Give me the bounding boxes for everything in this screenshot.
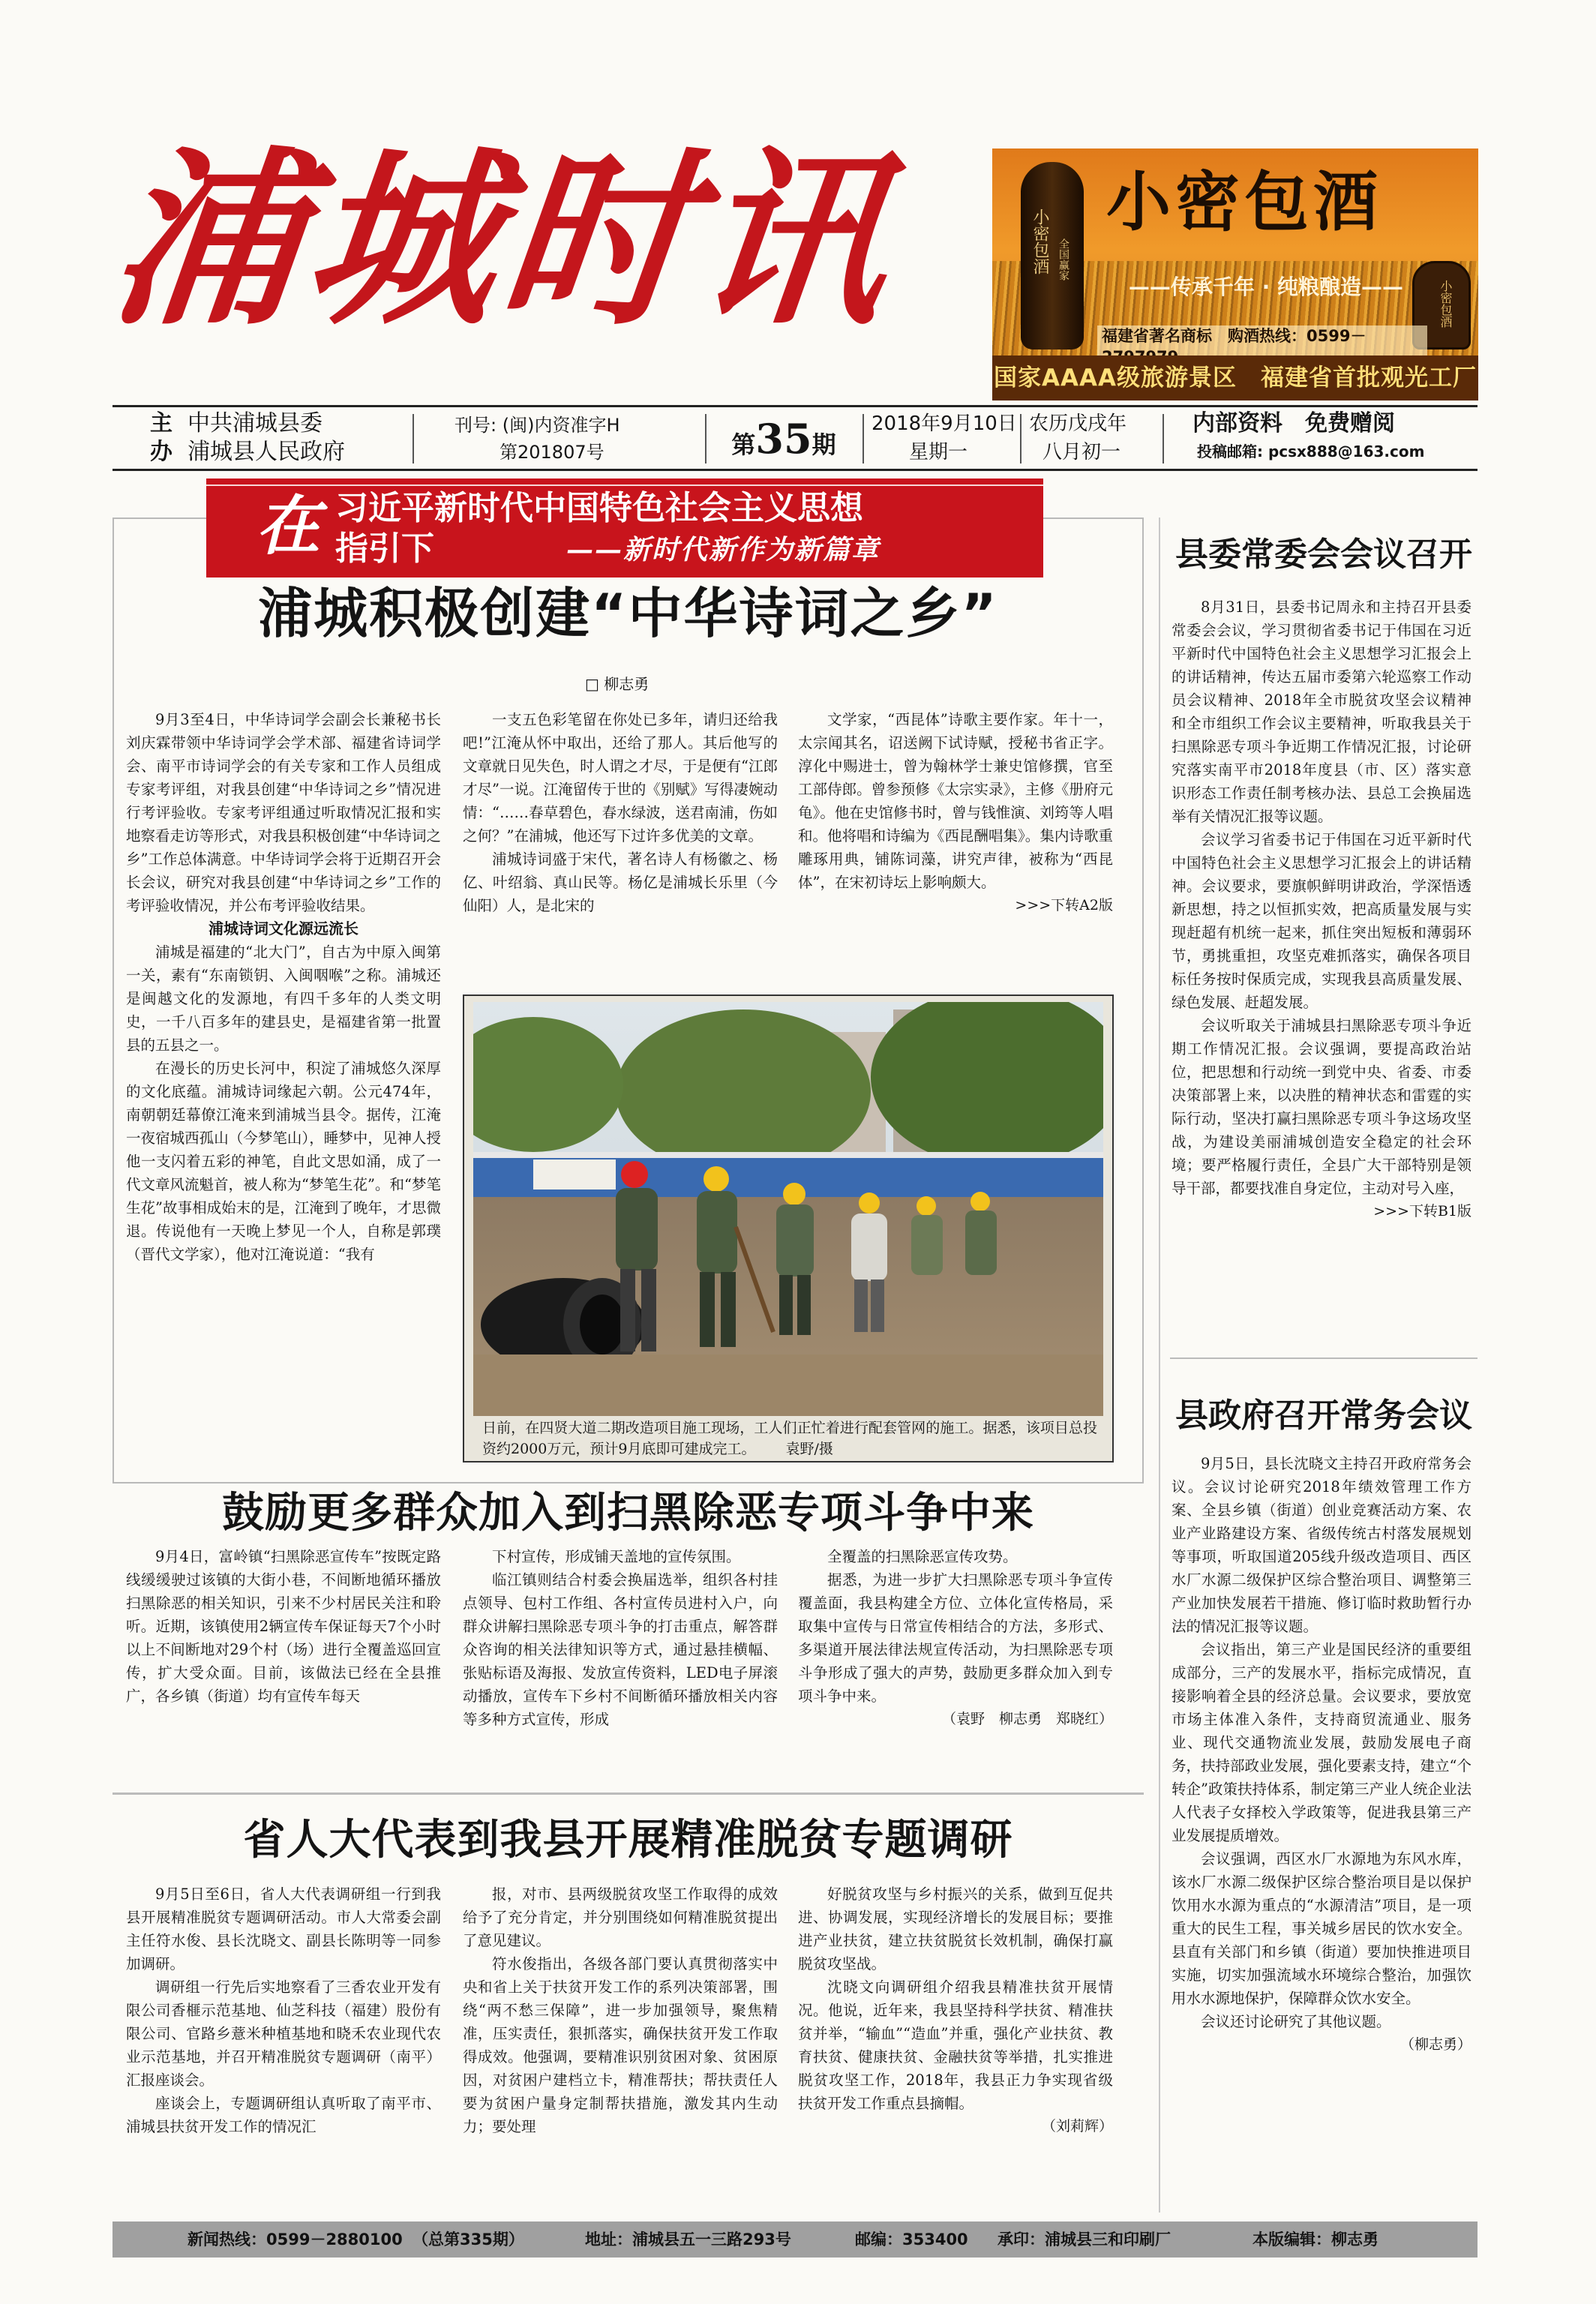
side-separator [1170, 1358, 1478, 1359]
footer-printer: 承印：浦城县三和印刷厂 [998, 2230, 1171, 2248]
lead-col1b-text [126, 940, 441, 1266]
article2-paragraph: 9月4日，富岭镇“扫黑除恶宣传车”按既定路线缓缓驶过该镇的大街小巷，不间断地循环播放扫黑除恶的相关知识，引来不少村居民关注和聆听。近期，该镇使用2辆宣传车保证每天7个小时以上不间断地对29个村（场）进行全覆盖巡回宣传，扩大受众面。目前，该做法已经在全县推广，各乡镇（街道）均有宣传车每天 [126, 1548, 441, 1705]
ad-slogan: ——传承千年 · 纯粮酿造—— [1128, 274, 1404, 299]
lead-paragraph: 在漫长的历史长河中，积淀了浦城悠久深厚的文化底蕴。浦城诗词缘起六朝。公元474年，南朝朝廷幕僚江淹来到浦城当县令。据传，江淹一夜宿城西孤山（今梦笔山），睡梦中，见神人授他一支闪着五彩的神笔，自此文思如涌，成了一代文章风流魁首，被人称为“梦笔生花”。和“梦笔生花”故事相成始末的是，江淹到了晚年，才思微退。传说他有一天晚上梦见一个人，自称是郭璞（晋代文学家），他对江淹说道：“我有 [126, 1060, 441, 1263]
side1-paragraph: 会议听取关于浦城县扫黑除恶专项斗争近期工作情况汇报。会议强调，要提高政治站位，把思想和行动统一到党中央、省委、市委决策部署上来，以决胜的精神状态和雷霆的实际行动，坚决打赢扫黑除恶专项斗争这场攻坚战，为建设美丽浦城创造安全稳定的社会环境；要严格履行责任，全县广大干部特别是领导干部，都要找准自身定位，主动对号入座， [1172, 1017, 1472, 1197]
side1-paragraph: 会议学习省委书记于伟国在习近平新时代中国特色社会主义思想学习汇报会上的讲话精神。会议要求，要旗帜鲜明讲政治，学深悟透新思想，持之以恒抓实效，把高质量发展与实现赶超有机统一起来，抓住突出短板和薄弱环节，勇挑重担，攻坚克难抓落实，确保各项目标任务按时保质完成，实现我县高质量发展、绿色发展、赶超发展。 [1172, 831, 1472, 1011]
footer-postcode: 邮编：353400 [855, 2230, 968, 2248]
article3-paragraph: 报，对市、县两级脱贫攻坚工作取得的成效给予了充分肯定，并分别围绕如何精准脱贫提出了意见建议。 [463, 1886, 778, 1949]
theme-line-1: 习近平新时代中国特色社会主义思想 [335, 489, 863, 527]
article2-column-3 [798, 1545, 1113, 1770]
lead-byline: □ 柳志勇 [585, 675, 650, 693]
article2-column-2 [463, 1545, 778, 1770]
lead-col2-text [463, 708, 778, 917]
issn-line-1: 刊号: (闽)内资准字H [454, 415, 620, 436]
jar-label: 小密包酒 [1438, 280, 1453, 328]
bottle-small-label: 全国赢家 [1058, 238, 1070, 280]
article3-paragraph: 沈晓文向调研组介绍我县精准扶贫开展情况。他说，近年来，我县坚持科学扶贫、精准扶贫并举，“输血”“造血”并重，强化产业扶贫、教育扶贫、健康扶贫、金融扶贫等举措，扎实推进脱贫攻坚工作，2018年，我县正力争实现省级扶贫开发工作重点县摘帽。 [798, 1978, 1113, 2112]
newspaper-title: 浦城时讯 [100, 129, 904, 351]
ad-banner: 国家AAAA级旅游景区 福建省首批观光工厂 [992, 356, 1478, 400]
lead-paragraph: 浦城诗词盛于宋代，著名诗人有杨徽之、杨亿、叶绍翁、真山民等。杨亿是浦城长乐里（今仙阳）人，是北宋的 [463, 850, 778, 914]
footer-total-issue: （总第335期） [412, 2230, 524, 2248]
article2-headline[interactable]: 鼓励更多群众加入到扫黑除恶专项斗争中来 [222, 1488, 1034, 1538]
bottle-label: 小密包酒 [1030, 208, 1049, 274]
article3-paragraph: 座谈会上，专题调研组认真听取了南平市、浦城县扶贫开发工作的情况汇 [126, 2095, 441, 2135]
article3-paragraph: 调研组一行先后实地察看了三香农业开发有限公司香榧示范基地、仙芝科技（福建）股份有限公司、官路乡薏米种植基地和晓禾农业现代农业示范基地，并召开精准脱贫专题调研（南平）汇报座谈会。 [126, 1978, 441, 2089]
article3-paragraph: 9月5日至6日，省人大代表调研组一行到我县开展精准脱贫专题调研活动。市人大常委会副主任符水俊、县长沈晓文、副县长陈明等一同参加调研。 [126, 1886, 441, 1972]
photo-caption-text: 日前，在四贤大道二期改造项目施工现场，工人们正忙着进行配套管网的施工。据悉，该项目总投资约2000万元，预计9月底即可建成完工。 [482, 1420, 1097, 1457]
photo-credit: 袁野/摄 [785, 1441, 833, 1457]
issue-prefix: 第 [731, 430, 756, 459]
footer-bar [112, 2222, 1478, 2258]
article2-paragraph: 下村宣传，形成铺天盖地的宣传氛围。 [492, 1548, 741, 1565]
lead-col1-text [126, 708, 441, 917]
article2-paragraph: 据悉，为进一步扩大扫黑除恶专项斗争宣传覆盖面，我县构建全方位、立体化宣传格局，采取集中宣传与日常宣传相结合的方法，多形式、多渠道开展法律法规宣传活动，为扫黑除恶专项斗争形成了强大的声势，鼓励更多群众加入到专项斗争中来。 [798, 1571, 1113, 1705]
theme-banner [206, 478, 1043, 578]
lunar-day: 八月初一 [1042, 441, 1121, 464]
masthead [0, 0, 1596, 405]
side1-column [1172, 596, 1472, 1376]
side2-headline[interactable]: 县政府召开常务会议 [1175, 1396, 1472, 1435]
side1-paragraph: 8月31日，县委书记周永和主持召开县委常委会会议，学习贯彻省委书记于伟国在习近平新时代中国特色社会主义思想学习汇报会上的讲话精神，传达五届市委第六轮巡察工作动员会议精神、2018年全市脱贫攻坚会议精神和全市组织工作会议主要精神，听取我县关于扫黑除恶专项斗争近期工作情况汇报，讨论研究落实南平市2018年度县（市、区）落实意识形态工作责任制考核办法、县总工会换届选举有关情况汇报等议题。 [1172, 598, 1472, 825]
article2-paragraph: 临江镇则结合村委会换届选举，组织各村挂点领导、包村工作组、各村宣传员进村入户，向群众讲解扫黑除恶专项斗争的打击重点，解答群众咨询的相关法律知识等方式，通过悬挂横幅、张贴标语及海报、发放宣传资料，LED电子屏滚动播放，宣传车下乡村不间断循环播放相关内容等多种方式宣传，形成 [463, 1571, 778, 1728]
issue-suffix: 期 [812, 430, 836, 459]
ad-hotline: 福建省著名商标 购酒热线：0599－ [1097, 326, 1427, 368]
lunar-year: 农历戊戌年 [1029, 412, 1127, 435]
theme-big-char: 在 [256, 488, 320, 564]
issue-digits: 35 [755, 415, 812, 463]
side1-headline[interactable]: 县委常委会会议召开 [1175, 536, 1472, 574]
issn-line-2: 第201807号 [500, 442, 604, 463]
theme-line-3: ——新时代新作为新篇章 [566, 534, 880, 566]
side2-paragraph: 会议指出，第三产业是国民经济的重要组成部分，三产的发展水平，指标完成情况，直接影响着全县的经济总量。会议要求，要放宽市场主体准入条件，支持商贸流通业、服务业、现代交通物流业发展，鼓励发展电子商务，扶持部政业发展，强化要素支持，建立“个转企”政策扶持体系，制定第三产业人统企业法人代表子女择校入学政策等，促进我县第三产业发展提质增效。 [1172, 1641, 1472, 1844]
lead-headline[interactable]: 浦城积极创建“中华诗词之乡” [258, 582, 998, 645]
info-bar [112, 405, 1478, 472]
article3-paragraph: 符水俊指出，各级各部门要认真贯彻落实中央和省上关于扶贫开发工作的系列决策部署，围绕“两不愁三保障”，进一步加强领导，聚焦精准，压实责任，狠抓落实，确保扶贫开发工作取得成效。他强调，要精准识别贫困对象、贫困原因，对贫困户建档立卡，精准帮扶；帮扶责任人要为贫困户量身定制帮扶措施，激发其内生动力；要处理 [463, 1955, 778, 2135]
side2-column [1172, 1452, 1472, 2210]
sponsor-label-1: 主 [150, 410, 172, 436]
lead-continue[interactable]: >>>下转A2版 [1015, 897, 1113, 914]
lead-col3-text [798, 708, 1113, 894]
side1-continue[interactable]: >>>下转B1版 [1373, 1203, 1472, 1220]
article3-column-2 [463, 1882, 778, 2212]
article2-column-1 [126, 1545, 441, 1770]
footer-hotline[interactable]: 新闻热线：0599－2880100 [188, 2230, 403, 2248]
footer-address: 地址：浦城县五一三路293号 [585, 2230, 791, 2248]
article3-frame [112, 1792, 1144, 1795]
theme-line-2: 指引下 [335, 530, 434, 568]
lead-paragraph: 9月3至4日，中华诗词学会副会长兼秘书长刘庆霖带领中华诗词学会学术部、福建省诗词学会、南平市诗词学会的有关专家和工作人员组成专家考评组，对我县创建“中华诗词之乡”情况进行考评验收。专家考评组通过听取情况汇报和实地察看走访等形式，对我县积极创建“中华诗词之乡”工作总体满意。中华诗词学会将于近期召开会长会议，研究对我县创建“中华诗词之乡”工作的考评验收情况，并公布考评验收结果。 [126, 711, 441, 914]
issue-weekday: 星期一 [909, 441, 968, 464]
submission-email[interactable]: 投稿邮箱: pcsx888@163.com [1197, 442, 1425, 460]
lead-column-2 [463, 708, 778, 993]
liquor-advertisement[interactable] [992, 148, 1478, 400]
sponsor-government: 浦城县人民政府 [188, 439, 345, 465]
side2-paragraph: 会议还讨论研究了其他议题。 [1201, 2013, 1391, 2030]
article3-paragraph: 好脱贫攻坚与乡村振兴的关系，做到互促共进、协调发展，实现经济增长的发展目标；要推进产业扶贫，建立扶贫脱贫长效机制，确保打赢脱贫攻坚战。 [798, 1886, 1113, 1972]
article2-byline: （袁野 柳志勇 郑晓红） [941, 1711, 1113, 1727]
article3-byline: （刘莉辉） [1041, 2118, 1113, 2134]
sidebar-divider [1159, 518, 1160, 2212]
construction-photo-image [473, 1002, 1103, 1416]
lead-paragraph: 文学家，“西昆体”诗歌主要作家。年十一，太宗闻其名，诏送阙下试诗赋，授秘书省正字。淳化中赐进士，曾为翰林学士兼史馆修撰，官至工部侍郎。曾参预修《太宗实录》，主修《册府元龟》。他在史馆修书时，曾与钱惟演、刘筠等人唱和。他将唱和诗编为《西昆酬唱集》。集内诗歌重雕琢用典，铺陈词藻，讲究声律，被称为“西昆体”，在宋初诗坛上影响颇大。 [798, 711, 1113, 891]
article3-column-3 [798, 1882, 1113, 2212]
construction-photo[interactable] [463, 994, 1114, 1462]
ad-brand: 小密包酒 [1106, 164, 1382, 240]
sponsor-party: 中共浦城县委 [188, 410, 322, 436]
side2-byline: （柳志勇） [1400, 2036, 1472, 2053]
side2-paragraph: 9月5日，县长沈晓文主持召开政府常务会议。会议讨论研究2018年绩效管理工作方案、全县乡镇（街道）创业竞赛活动方案、农业产业路建设方案、省级传统古村落发展规划等事项，听取国道205线升级改造项目、西区水厂水源二级保护区综合整治项目、调整第三产业加快发展若干措施、修订临时救助暂行办法的情况汇报等议题。 [1172, 1455, 1472, 1635]
lead-column-1 [126, 708, 441, 1462]
issue-number [712, 410, 855, 468]
lead-paragraph: 浦城是福建的“北大门”，自古为中原入闽第一关，素有“东南锁钥、入闽咽喉”之称。浦城还是闽越文化的发源地，有四千多年的人类文明史，一千八百多年的建县史，是福建省第一批置县的五县之一。 [126, 944, 441, 1054]
side2-paragraph: 会议强调，西区水厂水源地为东风水库，该水厂水源二级保护区综合整治项目是以保护饮用水水源为重点的“水源清洁”项目，是一项重大的民生工程，事关城乡居民的饮水安全。县直有关部门和乡镇（街道）要加快推进项目实施，切实加强流域水环境综合整治，加强饮用水水源地保护，保障群众饮水安全。 [1172, 1850, 1472, 2007]
sponsor-label-2: 办 [150, 439, 172, 465]
lead-subhead: 浦城诗词文化源远流长 [208, 920, 358, 938]
article2-paragraph: 全覆盖的扫黑除恶宣传攻势。 [827, 1548, 1018, 1565]
issue-date: 2018年9月10日 [872, 412, 1017, 435]
internal-notice: 内部资料 免费赠阅 [1192, 410, 1395, 436]
article3-headline[interactable]: 省人大代表到我县开展精准脱贫专题调研 [243, 1815, 1013, 1864]
lead-paragraph: 一支五色彩笔留在你处已多年，请归还给我吧!”江淹从怀中取出，还给了那人。其后他写的文章就日见失色，时人谓之才尽，于是便有“江郎才尽”一说。江淹留传于世的《别赋》写得凄婉动情：“……春草碧色，春水绿波，送君南浦，伤如之何？”在浦城，他还写下过许多优美的文章。 [463, 711, 778, 844]
lead-column-3 [798, 708, 1113, 993]
footer-editor: 本版编辑：柳志勇 [1252, 2230, 1378, 2248]
photo-caption [482, 1418, 1097, 1460]
article3-column-1 [126, 1882, 441, 2212]
